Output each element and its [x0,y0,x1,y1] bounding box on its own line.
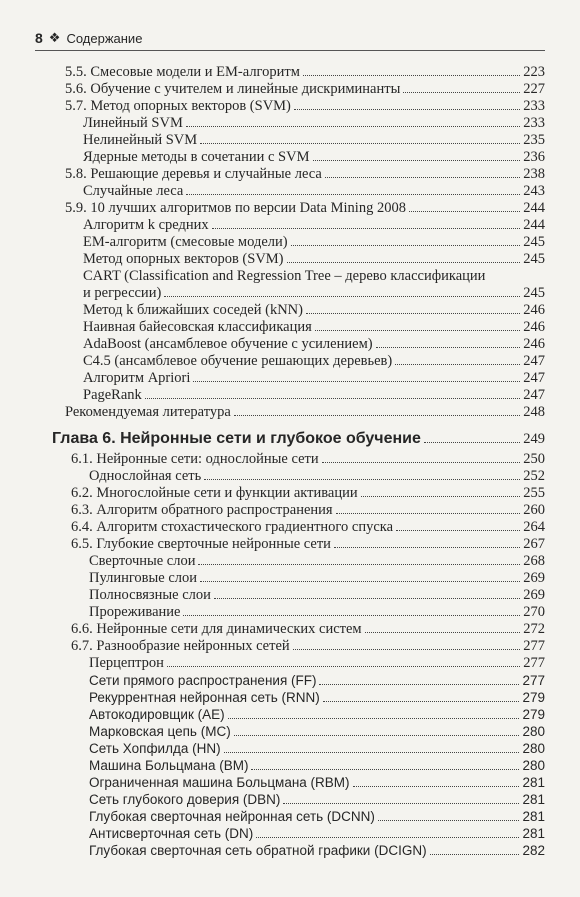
toc-entry[interactable]: Глубокая сверточная сеть обратной графики (DCIGN) 282 [89,843,545,858]
toc-entry[interactable]: 6.5. Глубокие сверточные нейронные сети 267 [71,536,545,552]
toc-entry[interactable]: Алгоритм k средних 244 [83,217,545,233]
toc-entry[interactable]: 6.2. Многослойные сети и функции активации 255 [71,485,545,501]
toc-entry[interactable]: Антисверточная сеть (DN) 281 [89,826,545,841]
toc-entry[interactable]: Машина Больцмана (BM) 280 [89,758,545,773]
toc-entry[interactable]: Рекомендуемая литература 248 [65,404,545,420]
toc-entry[interactable]: Марковская цепь (MC) 280 [89,724,545,739]
toc-entry[interactable]: 6.7. Разнообразие нейронных сетей 277 [71,638,545,654]
toc-entry[interactable]: Ограниченная машина Больцмана (RBM) 281 [89,775,545,790]
toc-entry[interactable]: 5.6. Обучение с учителем и линейные дискриминанты 227 [65,81,545,97]
toc-entry[interactable]: Прореживание 270 [89,604,545,620]
toc-entry[interactable]: Однослойная сеть 252 [89,468,545,484]
toc-entry[interactable]: Сверточные слои 268 [89,553,545,569]
toc-entry[interactable]: Случайные леса 243 [83,183,545,199]
toc-entry[interactable]: Полносвязные слои 269 [89,587,545,603]
toc-entry[interactable]: 6.1. Нейронные сети: однослойные сети 250 [71,451,545,467]
toc-entry[interactable]: Линейный SVM 233 [83,115,545,131]
toc-entry[interactable]: и регрессии) 245 [83,285,545,301]
toc-entry[interactable]: Рекуррентная нейронная сеть (RNN) 279 [89,690,545,705]
toc-entry[interactable]: Нелинейный SVM 235 [83,132,545,148]
toc-entry[interactable]: Алгоритм Apriori 247 [83,370,545,386]
toc-entry[interactable]: 6.3. Алгоритм обратного распространения 260 [71,502,545,518]
page-number: 8 [35,30,43,46]
toc-entry[interactable]: 5.5. Смесовые модели и EM-алгоритм 223 [65,64,545,80]
toc-entry[interactable]: Сети прямого распространения (FF) 277 [89,673,545,688]
toc-entry[interactable]: Сеть Хопфилда (HN) 280 [89,741,545,756]
toc-entry[interactable]: 5.7. Метод опорных векторов (SVM) 233 [65,98,545,114]
toc-entry-line1[interactable]: CART (Classification and Regression Tree – дерево классификации [83,268,486,284]
toc-entry[interactable]: C4.5 (ансамблевое обучение решающих деревьев) 247 [83,353,545,369]
toc-entry[interactable]: Метод опорных векторов (SVM) 245 [83,251,545,267]
toc-entry[interactable]: Автокодировщик (AE) 279 [89,707,545,722]
header-title: Содержание [66,30,143,46]
toc-entry[interactable]: Сеть глубокого доверия (DBN) 281 [89,792,545,807]
header-rule [35,50,545,51]
toc-entry[interactable]: Ядерные методы в сочетании с SVM 236 [83,149,545,165]
toc-entry[interactable]: 6.6. Нейронные сети для динамических систем 272 [71,621,545,637]
toc-entry[interactable]: AdaBoost (ансамблевое обучение с усилением) 246 [83,336,545,352]
running-header [35,30,142,46]
toc-entry[interactable]: 5.8. Решающие деревья и случайные леса 238 [65,166,545,182]
toc-entry[interactable]: 5.9. 10 лучших алгоритмов по версии Data Mining 2008 244 [65,200,545,216]
toc-entry[interactable]: Метод k ближайших соседей (kNN) 246 [83,302,545,318]
toc-entry[interactable]: PageRank 247 [83,387,545,403]
toc-chapter-entry[interactable]: Глава 6. Нейронные сети и глубокое обучение 249 [52,430,545,447]
toc-entry[interactable]: 6.4. Алгоритм стохастического градиентного спуска 264 [71,519,545,535]
toc-entry[interactable]: Наивная байесовская классификация 246 [83,319,545,335]
toc-entry[interactable]: Пулинговые слои 269 [89,570,545,586]
toc-entry[interactable]: Перцептрон 277 [89,655,545,671]
toc-entry[interactable]: EM-алгоритм (смесовые модели) 245 [83,234,545,250]
toc-entry[interactable]: Глубокая сверточная нейронная сеть (DCNN) 281 [89,809,545,824]
ornament-icon: ❖ [48,30,61,45]
